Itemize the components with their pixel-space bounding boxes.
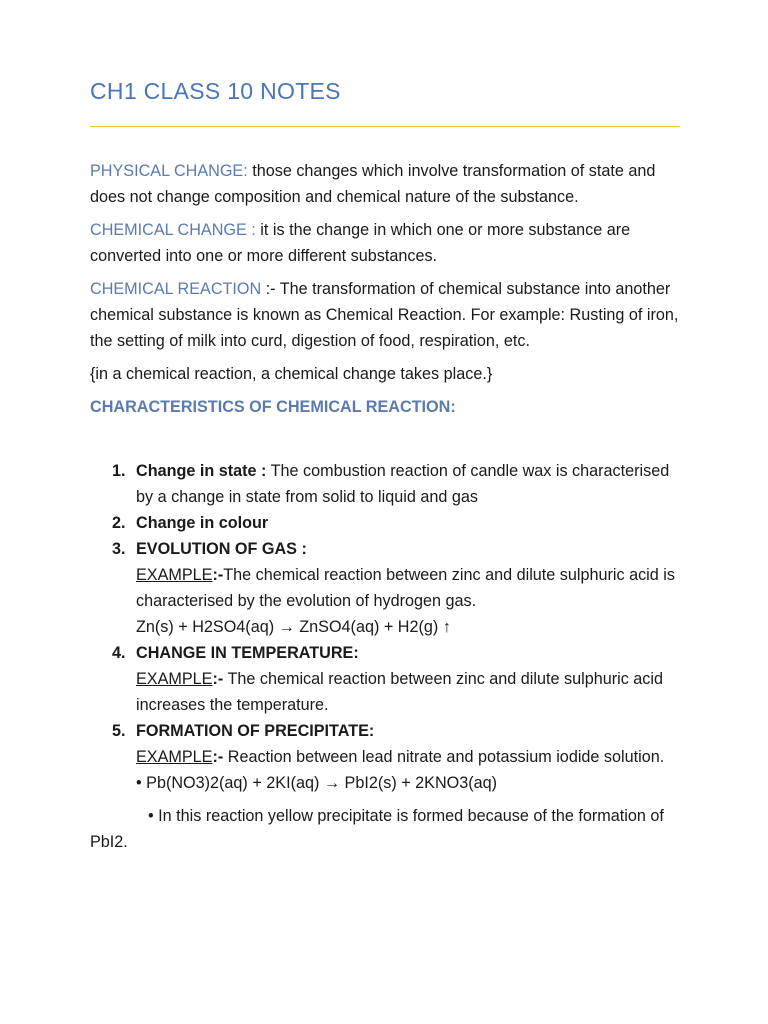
- list-item-title: EVOLUTION OF GAS :: [136, 540, 307, 558]
- chemical-change-label: CHEMICAL CHANGE :: [90, 221, 256, 239]
- example-text: The chemical reaction between zinc and dilute sulphuric acid is characterised by the evolution of hydrogen gas.: [136, 566, 675, 610]
- example-separator: :-: [212, 670, 224, 688]
- characteristics-heading: CHARACTERISTICS OF CHEMICAL REACTION:: [90, 398, 456, 416]
- list-item: [90, 510, 680, 536]
- example-text-block: [136, 666, 680, 718]
- chemical-reaction-label: CHEMICAL REACTION: [90, 280, 262, 298]
- list-item: [90, 718, 680, 796]
- characteristics-list: [90, 458, 680, 796]
- list-item-number: 1.: [112, 462, 126, 480]
- example-separator: :-: [212, 748, 224, 766]
- list-item-title: FORMATION OF PRECIPITATE:: [136, 722, 375, 740]
- example-text: Reaction between lead nitrate and potassium iodide solution.: [223, 748, 665, 766]
- list-item-number: 3.: [112, 540, 126, 558]
- title-divider: [90, 126, 680, 127]
- list-item-title: CHANGE IN TEMPERATURE:: [136, 644, 359, 662]
- equation: • Pb(NO3)2(aq) + 2KI(aq) → PbI2(s) + 2KNO3(aq): [136, 774, 498, 792]
- list-item-number: 2.: [112, 514, 126, 532]
- physical-change-colon: :: [243, 162, 248, 180]
- chemical-change-paragraph: [90, 217, 680, 269]
- example-text-block: [136, 562, 680, 614]
- equation: Zn(s) + H2SO4(aq) → ZnSO4(aq) + H2(g) ↑: [136, 618, 451, 636]
- example-text-block: [136, 744, 680, 770]
- notes-body: [90, 158, 680, 862]
- list-item: [90, 458, 680, 510]
- list-item: [90, 536, 680, 640]
- list-item-title: Change in state :: [136, 462, 267, 480]
- physical-change-text: those changes which involve transformation of state and does not change composition and chemical nature of the substance.: [90, 162, 656, 206]
- list-item-text: The combustion reaction of candle wax is characterised by a change in state from solid to liquid and gas: [136, 462, 670, 506]
- chemical-reaction-paragraph: [90, 276, 680, 354]
- chemical-change-text: it is the change in which one or more substance are converted into one or more different substances.: [90, 221, 631, 265]
- page-title: CH1 CLASS 10 NOTES: [90, 78, 341, 104]
- list-item: [90, 640, 680, 718]
- physical-change-paragraph: [90, 158, 680, 210]
- final-note: • In this reaction yellow precipitate is formed because of the formation of PbI2.: [90, 807, 664, 851]
- example-label: EXAMPLE: [136, 748, 213, 766]
- list-item-number: 4.: [112, 644, 126, 662]
- example-text: The chemical reaction between zinc and dilute sulphuric acid increases the temperature.: [136, 670, 663, 714]
- list-item-title: Change in colour: [136, 514, 269, 532]
- list-item-number: 5.: [112, 722, 126, 740]
- chemical-reaction-text: :- The transformation of chemical substance into another chemical substance is known as Chemical Reaction. For example: Rusting of iron, the setting of milk into curd, digestion of food, respiration, etc.: [90, 280, 679, 350]
- reaction-note: {in a chemical reaction, a chemical change takes place.}: [90, 365, 493, 383]
- example-label: EXAMPLE: [136, 670, 213, 688]
- example-label: EXAMPLE: [136, 566, 213, 584]
- example-separator: :-: [212, 566, 224, 584]
- physical-change-label: PHYSICAL CHANGE: [90, 162, 244, 180]
